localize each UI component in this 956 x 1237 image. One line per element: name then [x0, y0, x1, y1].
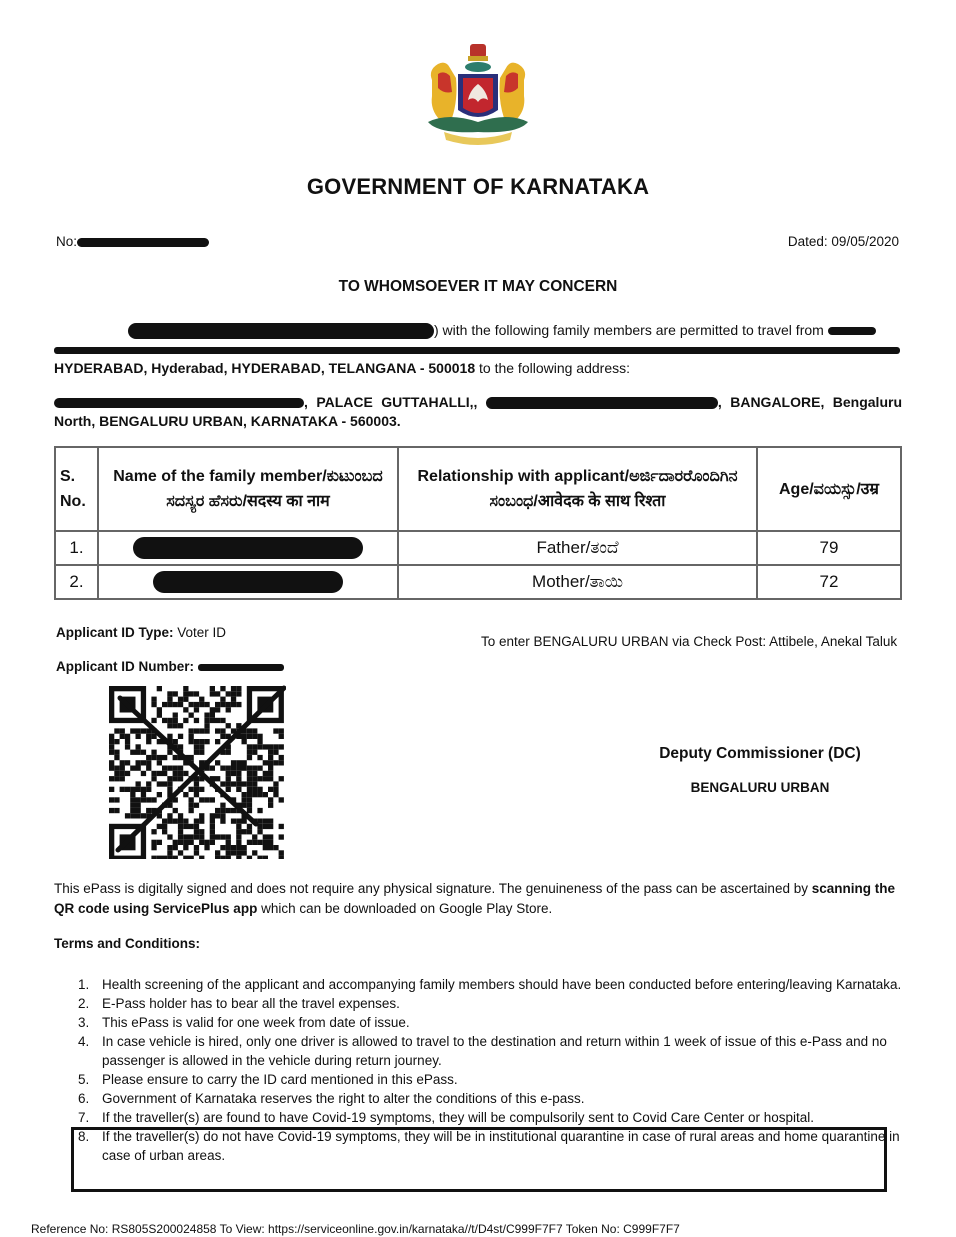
authority-title: Deputy Commissioner (DC) [659, 745, 861, 762]
terms-item-text: If the traveller(s) do not have Covid-19 symptoms, they will be in institutional quarantine in case of rural areas and home quarantine in case of urban areas. [102, 1129, 900, 1163]
to-address-part1: , PALACE GUTTAHALLI,, [304, 394, 478, 410]
redaction-mark [486, 397, 718, 409]
cell-sno: 2. [55, 565, 98, 599]
from-address-redaction [54, 347, 900, 354]
intro-text: ) with the following family members are permitted to travel from [434, 322, 824, 338]
signature-note-text: This ePass is digitally signed and does not require any physical signature. The genuineness of the pass can be ascertained by [54, 881, 812, 896]
redaction-mark [54, 398, 304, 408]
highlighted-terms-box [71, 1127, 887, 1192]
applicant-name-redaction [128, 323, 434, 339]
authority-location: BENGALURU URBAN [690, 780, 830, 795]
terms-item-text: This ePass is valid for one week from date of issue. [102, 1015, 410, 1030]
table-row [55, 565, 901, 599]
family-members-table [54, 446, 902, 600]
terms-item: 7. If the traveller(s) are found to have Covid-19 symptoms, they will be compulsorily sent to Covid Care Center or hospital. [78, 1110, 815, 1125]
destination-address-paragraph [54, 393, 902, 431]
subject-heading: TO WHOMSOEVER IT MAY CONCERN [338, 278, 618, 295]
terms-item: 6. Government of Karnataka reserves the right to alter the conditions of this e-pass. [78, 1091, 585, 1106]
terms-item-text: E-Pass holder has to bear all the travel expenses. [102, 996, 400, 1011]
checkpost-info: To enter BENGALURU URBAN via Check Post: Attibele, Anekal Taluk [481, 634, 898, 649]
terms-item-text: Health screening of the applicant and accompanying family members should have been conducted before entering/leaving Karnataka. [102, 977, 902, 992]
table-header-row [55, 447, 901, 531]
cell-name [98, 565, 398, 599]
terms-item: 4. In case vehicle is hired, only one driver is allowed to travel to the destination and return within 1 week of issue of this e-Pass and no passenger is allowed in the vehicle during return journey. [78, 1034, 887, 1068]
terms-item: 8. If the traveller(s) do not have Covid-19 symptoms, they will be in institutional quarantine in case of rural areas and home quarantine in case of urban areas. [78, 1129, 900, 1163]
karnataka-state-emblem-icon [418, 40, 538, 150]
applicant-id-number [56, 659, 284, 674]
from-address: HYDERABAD, Hyderabad, HYDERABAD, TELANGANA - 500018 [54, 360, 476, 376]
id-number-label: Applicant ID Number: [56, 659, 195, 674]
qr-code-icon [106, 684, 286, 859]
header-name: Name of the family member/ಕುಟುಂಬದ ಸದಸ್ಯರ ಹೆಸರು/सदस्य का नाम [98, 447, 398, 531]
cell-relationship: Mother/ತಾಯಿ [398, 565, 757, 599]
terms-item-text: Government of Karnataka reserves the right to alter the conditions of this e-pass. [102, 1091, 585, 1106]
terms-item: 5. Please ensure to carry the ID card mentioned in this ePass. [78, 1072, 458, 1087]
from-address-suffix: to the following address: [475, 360, 630, 376]
pass-number [56, 234, 209, 249]
redaction-mark [828, 327, 876, 335]
cell-age: 72 [757, 565, 901, 599]
id-number-redaction [198, 664, 284, 671]
travel-permission-paragraph [54, 321, 902, 378]
reference-footer: Reference No: RS805S200024858 To View: https://serviceonline.gov.in/karnataka//t/D4st/C999F7F7 Token No: C999F7F7 [31, 1222, 680, 1236]
cell-relationship: Father/ತಂದೆ [398, 531, 757, 565]
terms-item: 1. Health screening of the applicant and accompanying family members should have been conducted before entering/leaving Karnataka. [78, 977, 902, 992]
digital-signature-note [54, 879, 904, 919]
terms-item-text: If the traveller(s) are found to have Covid-19 symptoms, they will be compulsorily sent to Covid Care Center or hospital. [102, 1110, 815, 1125]
terms-item-text: Please ensure to carry the ID card mentioned in this ePass. [102, 1072, 458, 1087]
document-title: GOVERNMENT OF KARNATAKA [306, 174, 650, 199]
applicant-id-type [56, 625, 226, 640]
name-redaction [153, 571, 343, 593]
table-row [55, 531, 901, 565]
id-type-value: Voter ID [173, 625, 227, 640]
header-age: Age/ವಯಸ್ಸು/उम्र [757, 447, 901, 531]
cell-age: 79 [757, 531, 901, 565]
to-address-part2: , BANGALORE, Bengaluru North, BENGALURU URBAN, KARNATAKA - 560003. [54, 394, 902, 429]
cell-name [98, 531, 398, 565]
header-relationship: Relationship with applicant/ಅರ್ಜಿದಾರರೊಂದಿಗಿನ ಸಂಬಂಧ/आवेदक के साथ रिश्ता [398, 447, 757, 531]
id-type-label: Applicant ID Type: [56, 625, 174, 640]
name-redaction [133, 537, 363, 559]
dated-label: Dated: [787, 234, 828, 249]
terms-item: 3. This ePass is valid for one week from date of issue. [78, 1015, 410, 1030]
signature-note-text-end: which can be downloaded on Google Play Store. [257, 901, 553, 916]
cell-sno: 1. [55, 531, 98, 565]
header-sno: S. No. [55, 447, 98, 531]
terms-heading: Terms and Conditions: [54, 936, 201, 951]
terms-item-text: In case vehicle is hired, only one driver is allowed to travel to the destination and return within 1 week of issue of this e-Pass and no passenger is allowed in the vehicle during return journey. [102, 1034, 887, 1068]
issue-date [788, 234, 899, 249]
terms-item: 2. E-Pass holder has to bear all the travel expenses. [78, 996, 400, 1011]
redaction-mark [77, 238, 209, 247]
dated-value: 09/05/2020 [831, 234, 899, 249]
pass-number-label: No: [56, 234, 78, 249]
signature-note-bold: scanning the QR code using ServicePlus app [54, 881, 895, 916]
